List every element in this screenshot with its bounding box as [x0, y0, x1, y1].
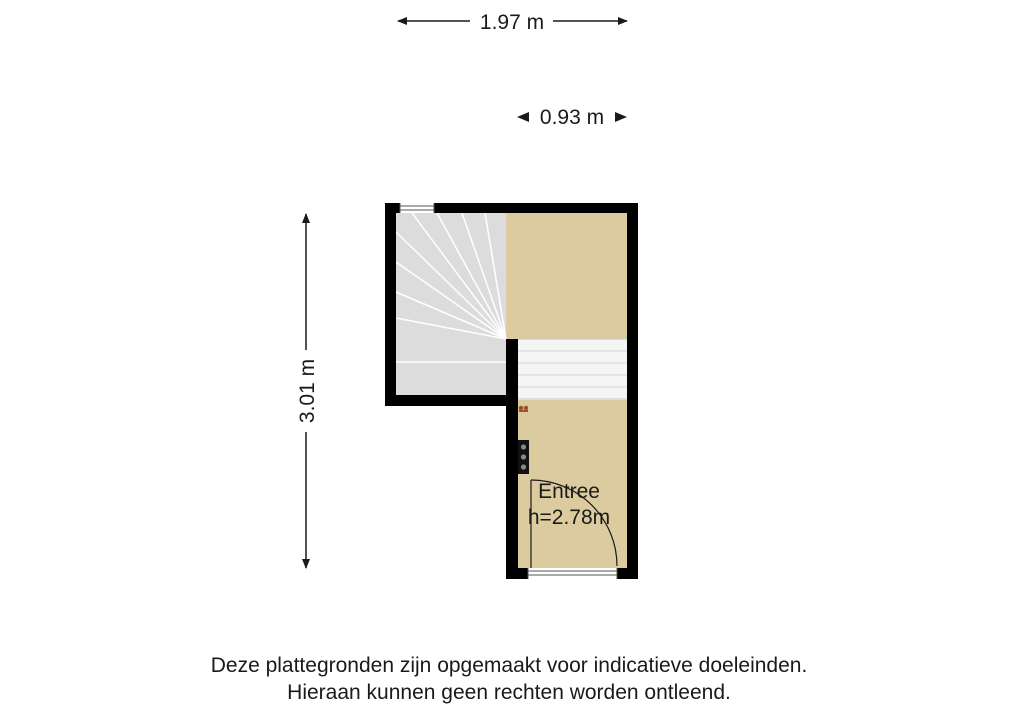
- room-ceiling-height: h=2.78m: [527, 506, 611, 529]
- dimension-inner-width-label: 0.93 m: [539, 106, 605, 129]
- dimension-top-width: [398, 11, 627, 34]
- dimension-height-label: 3.01 m: [296, 358, 319, 424]
- disclaimer-line-1: Deze plattegronden zijn opgemaakt voor indicatieve doeleinden.: [210, 654, 808, 677]
- landing-floor: [506, 213, 627, 339]
- dimension-top-width-label: 1.97 m: [479, 11, 545, 34]
- dimension-inner-width: [517, 106, 627, 129]
- disclaimer-line-2: Hieraan kunnen geen rechten worden ontleend.: [287, 681, 731, 704]
- straight-stairs: [518, 339, 627, 400]
- dimension-height: [296, 214, 319, 568]
- meter-box: [518, 440, 529, 474]
- room-name: Entree: [538, 480, 600, 503]
- top-window: [400, 203, 434, 213]
